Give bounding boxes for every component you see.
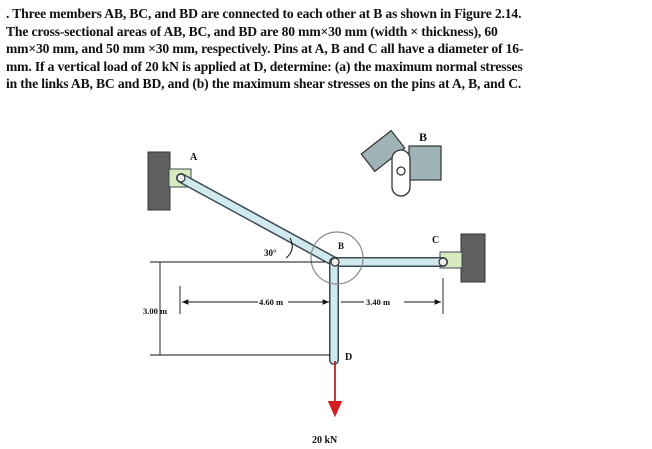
pin-a [177, 174, 185, 182]
problem-line: . Three members AB, BC, and BD are connected to each other at B as shown in Figure 2.14. [6, 6, 522, 21]
problem-line: The cross-sectional areas of AB, BC, and BD are 80 mm×30 mm (width × thickness), 60 [6, 23, 498, 39]
label-c: C [432, 235, 440, 246]
label-a: A [190, 152, 198, 163]
pin-c [439, 258, 447, 266]
problem-line: mm×30 mm, and 50 mm ×30 mm, respectively. Pins at A, B and C all have a diameter of 16- [6, 41, 524, 57]
height-dimension-label: 3.00 m [143, 306, 168, 316]
left-wall-support [148, 152, 170, 210]
load-label: 20 kN [312, 435, 338, 446]
problem-line: mm. If a vertical load of 20 kN is applied at D, determine: (a) the maximum normal stresses [6, 58, 523, 74]
label-b-joint: B [338, 241, 345, 251]
span-right-label: 3.40 m [366, 297, 391, 307]
span-left-label: 4.60 m [259, 297, 284, 307]
right-wall-support [461, 234, 485, 282]
pin-b [331, 258, 339, 266]
joint-b-detail-view [361, 131, 441, 196]
problem-line: in the links AB, BC and BD, and (b) the maximum shear stresses on the pins at A, B, and C. [6, 76, 522, 92]
label-d: D [345, 352, 353, 363]
angle-label: 30° [264, 248, 277, 258]
label-b-detail: B [419, 130, 428, 144]
